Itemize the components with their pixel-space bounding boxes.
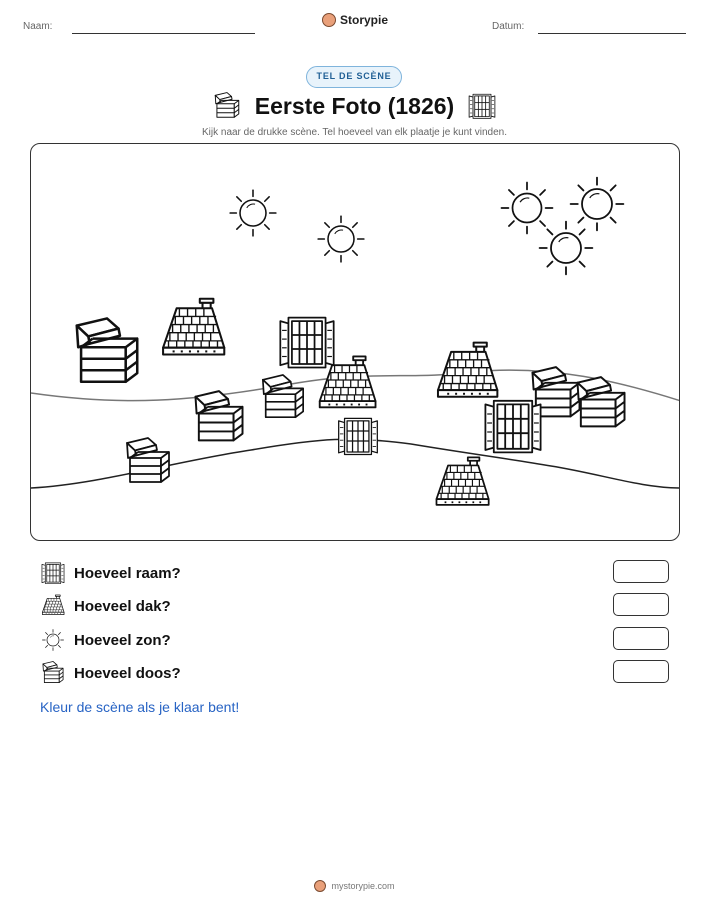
sun-icon: [540, 222, 593, 275]
window-icon: [339, 418, 378, 454]
page-title: Eerste Foto (1826): [254, 92, 455, 119]
window-icon: [280, 318, 333, 368]
question-dak: [41, 594, 171, 618]
treasure-chest-icon: [577, 377, 624, 426]
question-doos: [41, 661, 181, 685]
answer-box-doos[interactable]: [613, 660, 669, 683]
window-icon: [41, 561, 65, 585]
sun-icon: [318, 216, 364, 262]
scene-drawing: [31, 144, 680, 541]
question-text: Hoeveel zon?: [74, 631, 171, 649]
counting-scene: [30, 143, 680, 541]
name-label: Naam:: [23, 21, 53, 32]
treasure-chest-icon: [213, 92, 241, 120]
question-text: Hoeveel dak?: [74, 597, 171, 615]
treasure-chest-icon: [41, 661, 65, 685]
window-icon: [468, 92, 496, 120]
roof-icon: [436, 457, 488, 505]
roof-icon: [41, 594, 65, 618]
mascot-icon: [314, 880, 326, 892]
treasure-chest-icon: [263, 375, 303, 417]
date-field[interactable]: [538, 33, 686, 34]
name-field[interactable]: [72, 33, 255, 34]
treasure-chest-icon: [195, 391, 242, 440]
roof-icon: [438, 343, 497, 397]
mascot-icon: [322, 13, 336, 27]
footer-url: mystorypie.com: [331, 881, 395, 891]
subtitle: Kijk naar de drukke scène. Tel hoeveel van elk plaatje je kunt vinden.: [201, 127, 507, 138]
sun-icon: [230, 190, 276, 236]
coloring-instruction: Kleur de scène als je klaar bent!: [40, 699, 240, 715]
question-text: Hoeveel raam?: [74, 564, 181, 582]
date-label: Datum:: [492, 21, 525, 32]
treasure-chest-icon: [127, 438, 169, 482]
question-raam: [41, 561, 181, 585]
question-text: Hoeveel doos?: [74, 664, 181, 682]
treasure-chest-icon: [77, 318, 137, 381]
window-icon: [485, 401, 540, 453]
answer-box-raam[interactable]: [613, 560, 669, 583]
question-zon: [41, 628, 171, 652]
sun-icon: [571, 178, 624, 231]
brand-logo: [322, 13, 388, 27]
title-row: [0, 92, 709, 120]
sun-icon: [501, 182, 552, 233]
answer-box-dak[interactable]: [613, 593, 669, 616]
footer: [0, 880, 709, 892]
roof-icon: [163, 299, 224, 355]
brand-name: Storypie: [340, 13, 389, 27]
sun-icon: [41, 628, 65, 652]
activity-badge: TEL DE SCÈNE: [306, 66, 402, 88]
answer-box-zon[interactable]: [613, 627, 669, 650]
